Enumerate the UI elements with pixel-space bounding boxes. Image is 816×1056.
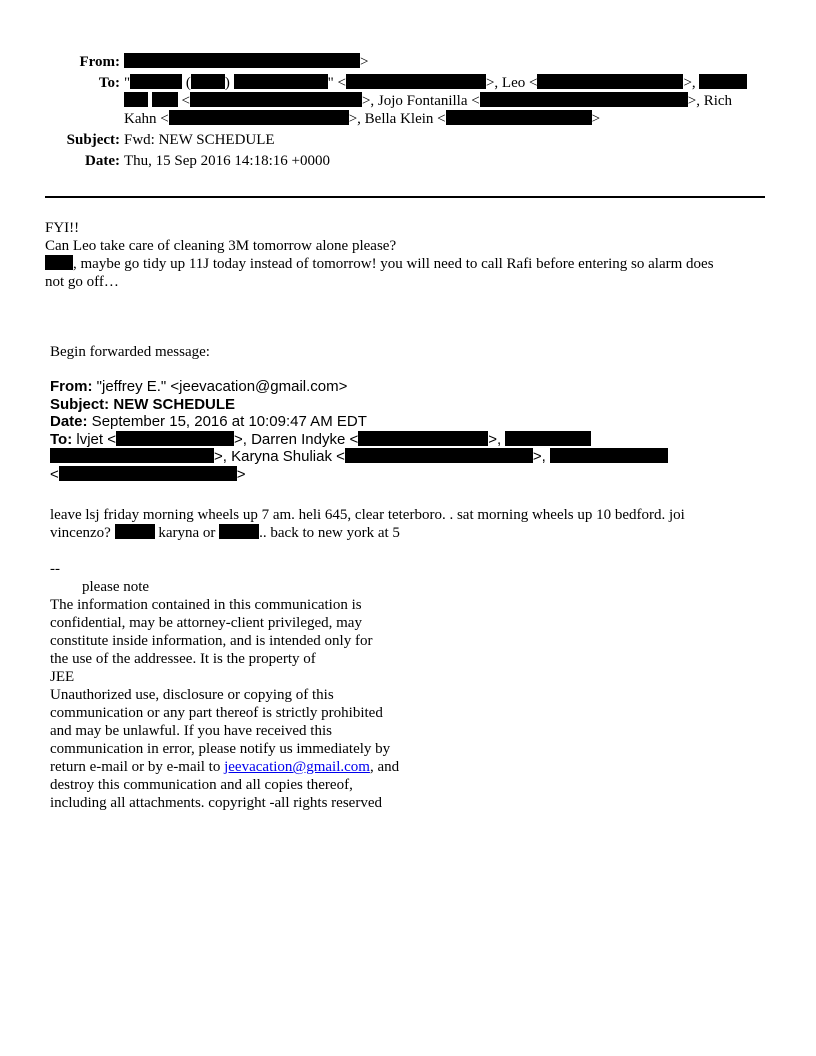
fwd-body-line: [50, 524, 765, 542]
sig-line: including all attachments. copyright -all rights reserved: [50, 795, 382, 811]
to-text: >: [591, 111, 601, 127]
fwd-to-text: <: [50, 465, 59, 483]
body-line: [45, 255, 765, 273]
body-text: , maybe go tidy up 11J today instead of tomorrow! you will need to call Rafi before entering so alarm does: [73, 256, 714, 272]
fwd-from-label: From:: [50, 378, 93, 395]
to-text: ): [224, 75, 234, 91]
fwd-body-text: vincenzo?: [50, 525, 115, 541]
sig-line: destroy this communication and all copies thereof,: [50, 777, 353, 793]
to-text: >, Bella Klein <: [348, 111, 446, 127]
fwd-to-text: >,: [532, 448, 546, 465]
from-row: [0, 53, 816, 71]
sig-line: communication or any part thereof is strictly prohibited: [50, 705, 383, 721]
fwd-subject-row: [50, 396, 770, 414]
fwd-to-text: >, Darren Indyke <: [234, 430, 359, 448]
to-text: ": [124, 75, 131, 91]
redaction-block: [190, 92, 362, 107]
fwd-body-text: karyna or: [154, 525, 220, 541]
forwarded-intro: Begin forwarded message:: [50, 344, 210, 360]
sig-text: return e-mail or by e-mail to: [50, 759, 225, 775]
redaction-block: [505, 431, 591, 446]
fwd-subject-label: Subject:: [50, 395, 110, 413]
fwd-body-line: leave lsj friday morning wheels up 7 am. heli 645, clear teterboro. . sat morning wheels up 10 bedford. joi: [50, 507, 685, 523]
body-line: not go off…: [45, 274, 119, 290]
redaction-block: [219, 524, 259, 539]
fwd-to-row-2: [50, 448, 770, 466]
fwd-to-text: >: [236, 465, 246, 483]
fwd-date-value: September 15, 2016 at 10:09:47 AM EDT: [87, 413, 367, 430]
redaction-block: [191, 74, 225, 89]
to-text: (: [182, 75, 191, 91]
redaction-block: [45, 255, 73, 270]
redaction-block: [124, 92, 148, 107]
sig-line: Unauthorized use, disclosure or copying of this: [50, 687, 334, 703]
to-text: >,: [683, 75, 700, 91]
fwd-to-text: >,: [488, 430, 502, 448]
sig-line: the use of the addressee. It is the property of: [50, 651, 316, 667]
sig-line: communication in error, please notify us immediately by: [50, 741, 391, 757]
to-text: Kahn <: [124, 111, 169, 127]
subject-value: Fwd: NEW SCHEDULE: [124, 132, 275, 148]
redaction-block: [537, 74, 683, 89]
fwd-date-label: Date:: [50, 413, 88, 430]
redaction-block: [699, 74, 747, 89]
email-link[interactable]: jeevacation@gmail.com: [224, 759, 370, 775]
fwd-to-row-3: [50, 466, 770, 484]
redaction-block: [358, 431, 488, 446]
header-divider: [45, 196, 765, 198]
body-line: FYI!!: [45, 220, 80, 236]
message-body: [45, 219, 765, 291]
from-label: From:: [79, 54, 120, 70]
fwd-to-row: [50, 431, 770, 449]
subject-row: [0, 131, 816, 149]
redaction-block: [50, 448, 214, 463]
body-line: Can Leo take care of cleaning 3M tomorrow alone please?: [45, 238, 397, 254]
forwarded-header: [50, 378, 770, 483]
sig-line: confidential, may be attorney-client privileged, may: [50, 615, 362, 631]
fwd-to-label: To:: [50, 430, 73, 448]
sig-text: , and: [369, 759, 400, 775]
sig-dashes: --: [50, 561, 60, 577]
to-text: >, Rich: [687, 93, 733, 109]
to-recipients: [124, 74, 754, 128]
sig-line: The information contained in this communication is: [50, 597, 362, 613]
sig-line: [50, 758, 450, 776]
to-text: " <: [327, 75, 346, 91]
fwd-from-value: "jeffrey E." <jeevacation@gmail.com>: [92, 378, 348, 395]
email-header: [0, 53, 816, 173]
forwarded-body: [50, 506, 765, 542]
fwd-from-row: [50, 378, 770, 396]
redaction-block: [346, 74, 486, 89]
date-row: [0, 152, 816, 170]
sig-please-note: please note: [82, 579, 150, 595]
redaction-block: [130, 74, 182, 89]
date-value: Thu, 15 Sep 2016 14:18:16 +0000: [124, 153, 330, 169]
redaction-block: [234, 74, 328, 89]
redaction-block: [480, 92, 688, 107]
redaction-block: [124, 53, 360, 68]
redaction-block: [446, 110, 592, 125]
from-tail: >: [360, 54, 369, 70]
sig-line: and may be unlawful. If you have received this: [50, 723, 332, 739]
redaction-block: [116, 431, 234, 446]
redaction-block: [152, 92, 178, 107]
fwd-date-row: [50, 413, 770, 431]
fwd-to-text: lvjet <: [72, 430, 116, 448]
fwd-subject-value: NEW SCHEDULE: [109, 395, 236, 413]
redaction-block: [169, 110, 349, 125]
subject-label: Subject:: [66, 132, 120, 148]
to-text: >, Jojo Fontanilla <: [361, 93, 480, 109]
sig-line: constitute inside information, and is intended only for: [50, 633, 373, 649]
fwd-body-text: .. back to new york at 5: [259, 525, 400, 541]
to-row: [0, 74, 816, 128]
redaction-block: [115, 524, 155, 539]
date-label: Date:: [85, 153, 120, 169]
forwarded-message: [50, 343, 770, 483]
fwd-to-text: >, Karyna Shuliak <: [214, 448, 345, 465]
to-text: >, Leo <: [485, 75, 538, 91]
signature-disclaimer: [50, 560, 450, 812]
to-text: <: [177, 93, 190, 109]
sig-line: JEE: [50, 669, 75, 685]
redaction-block: [550, 448, 668, 463]
redaction-block: [345, 448, 533, 463]
to-label: To:: [98, 75, 120, 91]
redaction-block: [59, 466, 237, 481]
